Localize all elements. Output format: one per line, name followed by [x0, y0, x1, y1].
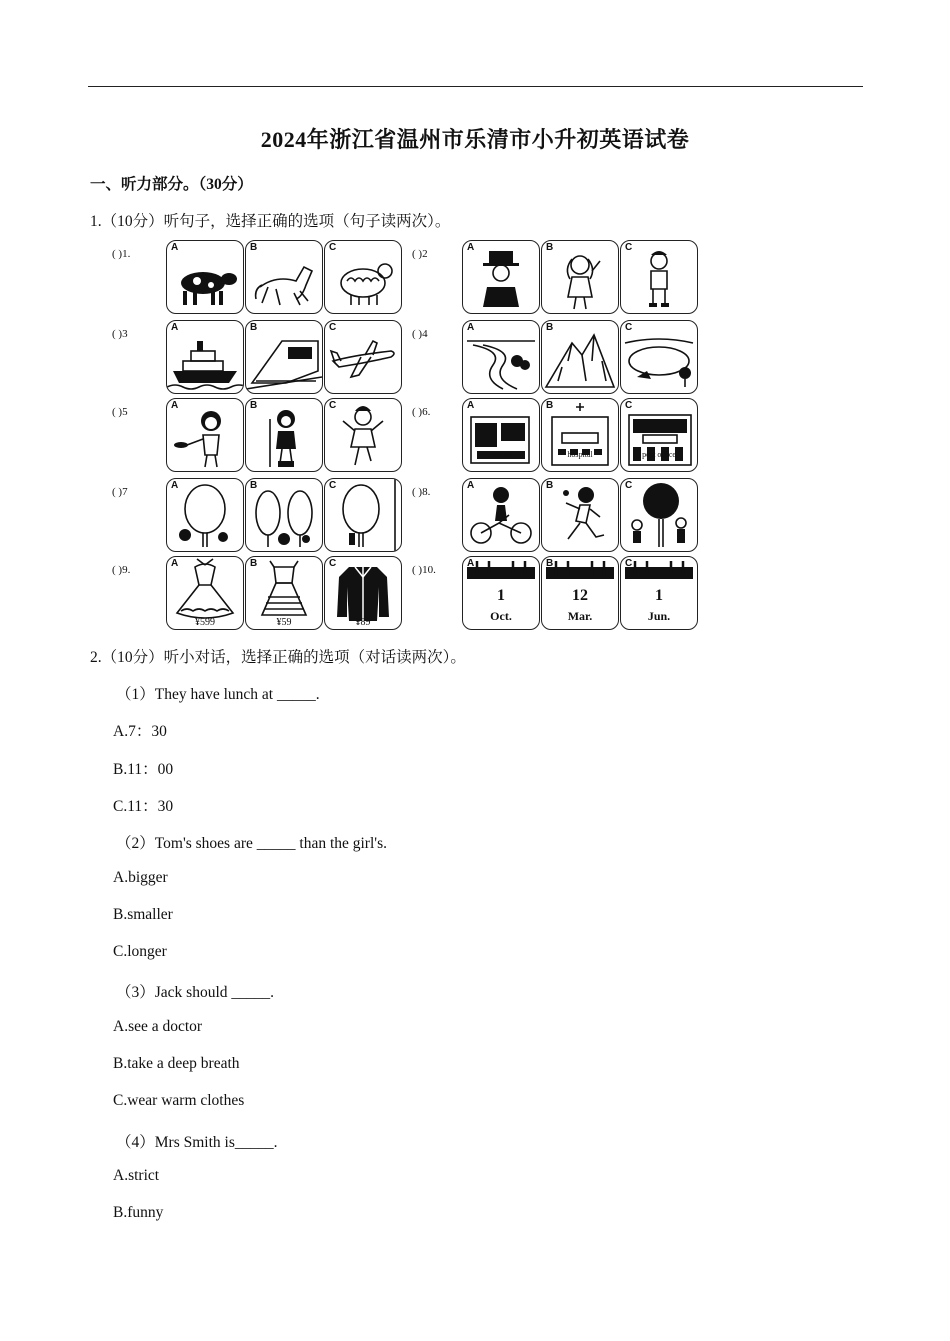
option-letter: C: [329, 242, 337, 253]
option-letter: A: [171, 480, 179, 491]
answer-blank[interactable]: ( ): [412, 328, 423, 340]
option-picture-a[interactable]: [166, 398, 244, 472]
option-picture-c[interactable]: [620, 320, 698, 394]
option-letter: C: [329, 558, 337, 569]
option-picture-b[interactable]: [541, 478, 619, 552]
option-letter: A: [467, 480, 475, 491]
option-letter: A: [171, 400, 179, 411]
tree-animal-icon: [325, 479, 401, 551]
item-number: 6.: [422, 406, 431, 418]
option-letter: B: [546, 242, 554, 253]
answer-bracket[interactable]: [412, 486, 430, 498]
answer-blank[interactable]: ( ): [112, 248, 123, 260]
mountain-icon: [542, 321, 618, 393]
option-letter: A: [467, 242, 475, 253]
item-number: 1.: [122, 248, 131, 260]
boy-icon: [621, 241, 697, 313]
option-letter: C: [329, 400, 337, 411]
option-letter: C: [625, 400, 633, 411]
ship-icon: [167, 321, 243, 393]
option-letter: B: [250, 480, 258, 491]
option-letter: C: [625, 322, 633, 333]
answer-blank[interactable]: ( ): [412, 564, 423, 576]
calendar-month: Jun.: [647, 609, 671, 623]
option-picture-c[interactable]: [620, 478, 698, 552]
option-letter: B: [546, 480, 554, 491]
building-sign: post office: [642, 450, 676, 459]
horse-icon: [246, 241, 322, 313]
answer-option[interactable]: A.bigger: [113, 868, 168, 886]
option-picture-b[interactable]: [245, 320, 323, 394]
option-picture-b[interactable]: [245, 556, 323, 630]
option-picture-b[interactable]: [541, 320, 619, 394]
answer-option[interactable]: A.see a doctor: [113, 1017, 203, 1035]
option-picture-c[interactable]: [324, 398, 402, 472]
sub-question: （4）Mrs Smith is_____.: [116, 1133, 278, 1151]
answer-blank[interactable]: ( ): [412, 406, 423, 418]
answer-option[interactable]: B.smaller: [113, 905, 173, 923]
answer-bracket[interactable]: [112, 406, 128, 418]
answer-option[interactable]: C.11：30: [113, 797, 174, 815]
option-picture-a[interactable]: [166, 556, 244, 630]
answer-bracket[interactable]: [412, 406, 430, 418]
option-letter: C: [625, 480, 633, 491]
answer-bracket[interactable]: [112, 248, 130, 260]
item-number: 5: [122, 406, 128, 418]
picture-row: [110, 476, 710, 554]
boy-hat-icon: [463, 241, 539, 313]
post-office-icon: [621, 399, 697, 471]
option-picture-c[interactable]: [324, 320, 402, 394]
answer-option[interactable]: C.wear warm clothes: [113, 1092, 245, 1110]
option-picture-c[interactable]: [324, 240, 402, 314]
calendar-month: Mar.: [567, 609, 593, 623]
trees-animals-icon: [246, 479, 322, 551]
option-picture-a[interactable]: [166, 320, 244, 394]
item-number: 7: [122, 486, 128, 498]
option-letter: B: [250, 400, 258, 411]
option-picture-c[interactable]: [620, 556, 698, 630]
price-label: ¥599: [195, 617, 215, 628]
calendar-day: 1: [655, 587, 663, 604]
answer-option[interactable]: B.11：00: [113, 760, 174, 778]
picture-row: [110, 238, 710, 316]
girl-icon: [542, 241, 618, 313]
item-number: 3: [122, 328, 128, 340]
answer-blank[interactable]: ( ): [412, 248, 423, 260]
option-picture-c[interactable]: [324, 478, 402, 552]
page-title: 2024年浙江省温州市乐清市小升初英语试卷: [260, 127, 690, 152]
option-picture-b[interactable]: [541, 556, 619, 630]
answer-blank[interactable]: ( ): [112, 406, 123, 418]
boy-cycling-icon: [463, 479, 539, 551]
item-number: 9.: [122, 564, 131, 576]
item-number: 2: [422, 248, 428, 260]
option-picture-a[interactable]: [462, 556, 540, 630]
answer-blank[interactable]: ( ): [112, 486, 123, 498]
calendar-day: 12: [572, 587, 588, 604]
option-picture-b[interactable]: [541, 398, 619, 472]
item-number: 10.: [422, 564, 436, 576]
cow-icon: [167, 241, 243, 313]
answer-blank[interactable]: ( ): [112, 564, 123, 576]
answer-bracket[interactable]: [412, 328, 428, 340]
option-letter: A: [467, 322, 475, 333]
kids-tree-icon: [621, 479, 697, 551]
answer-option[interactable]: B.take a deep breath: [113, 1055, 240, 1072]
option-letter: A: [467, 400, 475, 411]
option-letter: B: [546, 558, 554, 569]
picture-row: [110, 554, 710, 632]
building-sign: cinema: [489, 450, 513, 459]
option-letter: A: [171, 558, 179, 569]
option-letter: C: [329, 322, 337, 333]
option-picture-a[interactable]: [166, 478, 244, 552]
river-icon: [463, 321, 539, 393]
picture-row: [110, 318, 710, 396]
tree-animals-icon: [167, 479, 243, 551]
girl-cooking-icon: [167, 399, 243, 471]
option-letter: B: [546, 322, 554, 333]
lake-icon: [621, 321, 697, 393]
question-1-heading: 1.（10分）听句子，选择正确的选项（句子读两次）。: [90, 213, 451, 230]
option-picture-b[interactable]: [245, 240, 323, 314]
option-letter: B: [250, 242, 258, 253]
sub-question: （3）Jack should _____.: [116, 984, 275, 1002]
option-letter: C: [625, 558, 633, 569]
question-2-heading: 2.（10分）听小对话，选择正确的选项（对话读两次）。: [90, 649, 466, 666]
option-letter: C: [625, 242, 633, 253]
option-picture-b[interactable]: [245, 478, 323, 552]
answer-bracket[interactable]: [112, 328, 128, 340]
item-number: 8.: [422, 486, 431, 498]
sheep-icon: [325, 241, 401, 313]
cinema-icon: [463, 399, 539, 471]
option-letter: A: [171, 322, 179, 333]
option-picture-a[interactable]: [462, 240, 540, 314]
option-letter: B: [250, 322, 258, 333]
option-picture-a[interactable]: [462, 320, 540, 394]
item-number: 4: [422, 328, 428, 340]
answer-blank[interactable]: ( ): [412, 486, 423, 498]
answer-bracket[interactable]: [412, 248, 428, 260]
option-picture-c[interactable]: [324, 556, 402, 630]
option-letter: C: [329, 480, 337, 491]
calendar-month: Oct.: [490, 609, 512, 623]
option-picture-a[interactable]: [462, 478, 540, 552]
option-picture-a[interactable]: [166, 240, 244, 314]
answer-bracket[interactable]: [412, 564, 436, 576]
option-letter: B: [250, 558, 258, 569]
section-heading: 一、听力部分。（30分）: [90, 176, 253, 193]
calendar-day: 1: [497, 587, 505, 604]
price-label: ¥59: [276, 617, 292, 628]
answer-bracket[interactable]: [112, 486, 128, 498]
girl-dancing-icon: [325, 399, 401, 471]
building-sign: hospital: [567, 450, 593, 459]
answer-bracket[interactable]: [112, 564, 130, 576]
answer-blank[interactable]: ( ): [112, 328, 123, 340]
answer-option[interactable]: A.strict: [113, 1166, 160, 1184]
option-picture-c[interactable]: [620, 240, 698, 314]
option-picture-b[interactable]: [245, 398, 323, 472]
plane-icon: [325, 321, 401, 393]
hospital-icon: [542, 399, 618, 471]
train-icon: [246, 321, 322, 393]
sub-question: （2）Tom's shoes are _____ than the girl's.: [116, 835, 387, 853]
option-letter: B: [546, 400, 554, 411]
header-rule: [88, 86, 863, 87]
sub-question: （1）They have lunch at _____.: [116, 686, 320, 703]
option-letter: A: [467, 558, 475, 569]
answer-option[interactable]: C.longer: [113, 943, 167, 961]
option-picture-a[interactable]: [462, 398, 540, 472]
option-picture-c[interactable]: [620, 398, 698, 472]
price-label: ¥89: [355, 617, 371, 628]
picture-grid: [110, 238, 710, 632]
girl-walking-icon: [246, 399, 322, 471]
option-letter: A: [171, 242, 179, 253]
option-picture-b[interactable]: [541, 240, 619, 314]
boy-running-icon: [542, 479, 618, 551]
picture-row: [110, 396, 710, 474]
answer-option[interactable]: B.funny: [113, 1204, 164, 1222]
answer-option[interactable]: A.7：30: [113, 723, 167, 741]
